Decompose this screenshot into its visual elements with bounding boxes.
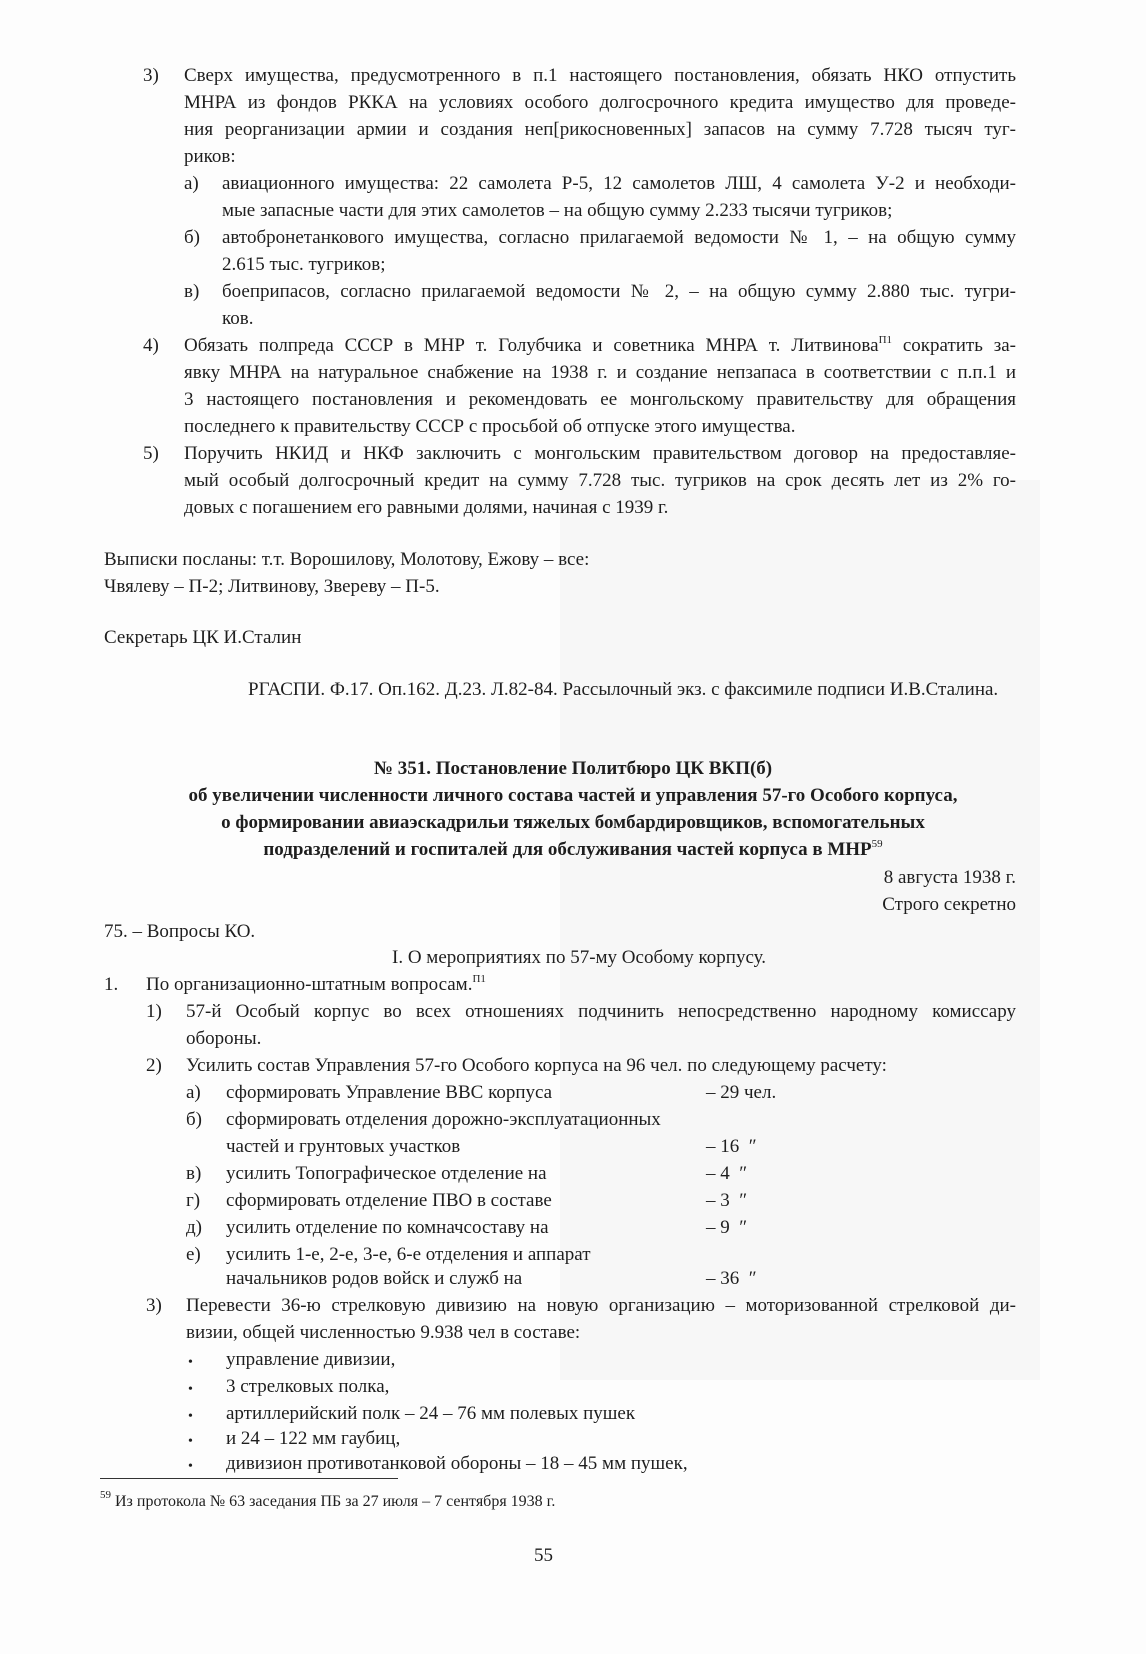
footnote [100, 1488, 555, 1515]
footnote-mark: П1 [878, 334, 893, 346]
point-text [146, 971, 486, 998]
paragraph-line: риков: [184, 146, 236, 167]
staff-item-label: усилить 1-е, 2-е, 3-е, 6-е отделения и аппарат [226, 1244, 591, 1265]
paragraph-line: ния реорганизации армии и создания неп[рикосновенных] запасов на сумму 7.728 тысяч туг- [184, 119, 1016, 140]
paragraph-line: ков. [222, 308, 254, 329]
paragraph-line: довых с погашением его равными долями, начиная с 1939 г. [184, 497, 669, 518]
paragraph-line: последнего к правительству СССР с просьбой об отпуске этого имущества. [184, 416, 796, 437]
paragraph-line: автобронетанкового имущества, согласно прилагаемой ведомости № 1, – на общую сумму [222, 227, 1016, 248]
staff-item-value: – 16 ″ [706, 1136, 757, 1157]
staff-item-label: начальников родов войск и служб на [226, 1268, 523, 1289]
distribution-line: Выписки посланы: т.т. Ворошилову, Молотову, Ежову – все: [104, 549, 590, 570]
staff-item-label: усилить отделение по комначсоставу на [226, 1217, 549, 1238]
staff-item-label: усилить Топографическое отделение на [226, 1163, 547, 1184]
point-number: 1. [104, 974, 119, 995]
signature: Секретарь ЦК И.Сталин [104, 627, 302, 648]
staff-item-label: сформировать отделения дорожно-эксплуатационных [226, 1109, 661, 1130]
sub-number: 2) [146, 1055, 162, 1076]
sub-letter: б) [186, 1109, 202, 1130]
paragraph-line: Поручить НКИД и НКФ заключить с монгольским правительством договор на предоставляе- [184, 443, 1016, 464]
sub-letter: в) [186, 1163, 202, 1184]
staff-item-label: сформировать отделение ПВО в составе [226, 1190, 552, 1211]
item-number: 5) [143, 443, 159, 464]
document-date: 8 августа 1938 г. [883, 867, 1016, 888]
paragraph-text: Обязать полпреда СССР в МНР т. Голубчика и советника МНРА т. Литвинова [184, 335, 879, 356]
bullet-icon: • [188, 1409, 193, 1424]
footnote-mark: 59 [871, 838, 883, 850]
sub-letter: г) [186, 1190, 201, 1211]
paragraph-line: обороны. [186, 1028, 262, 1049]
paragraph-line: Перевести 36-ю стрелковую дивизию на новую организацию – моторизованной стрелковой ди- [186, 1295, 1016, 1316]
bullet-item: и 24 – 122 мм гаубиц, [226, 1428, 401, 1449]
bullet-item: дивизион противотанковой обороны – 18 – 45 мм пушек, [226, 1453, 688, 1474]
sub-letter: б) [184, 227, 200, 248]
paragraph-line: мые запасные части для этих самолетов – на общую сумму 2.233 тысячи тугриков; [222, 200, 893, 221]
footnote-mark: 59 [100, 1489, 111, 1501]
paragraph-line: МНРА из фондов РККА на условиях особого долгосрочного кредита имущество для проведе- [184, 92, 1016, 113]
staff-item-value: – 4 ″ [706, 1163, 748, 1184]
bullet-item: артиллерийский полк – 24 – 76 мм полевых пушек [226, 1403, 636, 1424]
footnote-divider [100, 1478, 398, 1479]
item-number: 3) [143, 65, 159, 86]
bleed-through-shadow [560, 480, 1040, 1380]
section-heading: I. О мероприятиях по 57-му Особому корпусу. [392, 947, 767, 968]
footnote-text: Из протокола № 63 заседания ПБ за 27 июля – 7 сентября 1938 г. [111, 1493, 556, 1510]
distribution-line: Чвялеву – П-2; Литвинову, Звереву – П-5. [104, 576, 440, 597]
staff-item-value: – 29 чел. [706, 1082, 777, 1103]
document-title [0, 836, 1146, 863]
sub-letter: а) [184, 173, 199, 194]
staff-item-label: сформировать Управление ВВС корпуса [226, 1082, 553, 1103]
paragraph-line: визии, общей численностью 9.938 чел в составе: [186, 1322, 581, 1343]
staff-item-label: частей и грунтовых участков [226, 1136, 461, 1157]
paragraph-text: сократить за- [892, 335, 1017, 356]
point-label: По организационно-штатным вопросам. [146, 974, 473, 995]
bullet-icon: • [188, 1382, 193, 1397]
bullet-icon: • [188, 1459, 193, 1474]
archive-reference: РГАСПИ. Ф.17. Оп.162. Д.23. Л.82-84. Рассылочный экз. с факсимиле подписи И.В.Сталина. [248, 679, 999, 700]
sub-letter: д) [186, 1217, 202, 1238]
page-number: 55 [534, 1545, 553, 1566]
agenda-item: 75. – Вопросы КО. [104, 921, 256, 942]
sub-number: 1) [146, 1001, 162, 1022]
title-text: подразделений и госпиталей для обслуживания частей корпуса в МНР [263, 839, 872, 860]
item-number: 4) [143, 335, 159, 356]
paragraph-line: мый особый долгосрочный кредит на сумму 7.728 тыс. тугриков на срок десять лет из 2% го- [184, 470, 1016, 491]
paragraph-line: Сверх имущества, предусмотренного в п.1 настоящего постановления, обязать НКО отпустить [184, 65, 1016, 86]
paragraph-line: 3 настоящего постановления и рекомендовать ее монгольскому правительству для обращения [184, 389, 1016, 410]
bullet-icon: • [188, 1434, 193, 1449]
sub-number: 3) [146, 1295, 162, 1316]
sub-letter: в) [184, 281, 200, 302]
document-title: № 351. Постановление Политбюро ЦК ВКП(б) [373, 758, 773, 779]
paragraph-line: явку МНРА на натуральное снабжение на 1938 г. и создание непзапаса в соответствии с п.п.1 и [184, 362, 1016, 383]
paragraph-line [184, 332, 1016, 359]
footnote-mark: П1 [472, 973, 486, 985]
sub-letter: а) [186, 1082, 201, 1103]
bullet-item: управление дивизии, [226, 1349, 396, 1370]
document-title: об увеличении численности личного состава частей и управления 57-го Особого корпуса, [188, 785, 958, 806]
paragraph-line: Усилить состав Управления 57-го Особого корпуса на 96 чел. по следующему расчету: [186, 1055, 887, 1076]
staff-item-value: – 3 ″ [706, 1190, 748, 1211]
paragraph-line: 2.615 тыс. тугриков; [222, 254, 386, 275]
bullet-item: 3 стрелковых полка, [226, 1376, 390, 1397]
paragraph-line: боеприпасов, согласно прилагаемой ведомости № 2, – на общую сумму 2.880 тыс. тугри- [222, 281, 1016, 302]
classification-label: Строго секретно [882, 894, 1016, 915]
sub-letter: е) [186, 1244, 201, 1265]
paragraph-line: 57-й Особый корпус во всех отношениях подчинить непосредственно народному комиссару [186, 1001, 1016, 1022]
bullet-icon: • [188, 1355, 193, 1370]
staff-item-value: – 36 ″ [706, 1268, 757, 1289]
paragraph-line: авиационного имущества: 22 самолета Р-5, 12 самолетов ЛШ, 4 самолета У-2 и необходи- [222, 173, 1016, 194]
staff-item-value: – 9 ″ [706, 1217, 748, 1238]
document-title: о формировании авиаэскадрильи тяжелых бомбардировщиков, вспомогательных [221, 812, 925, 833]
